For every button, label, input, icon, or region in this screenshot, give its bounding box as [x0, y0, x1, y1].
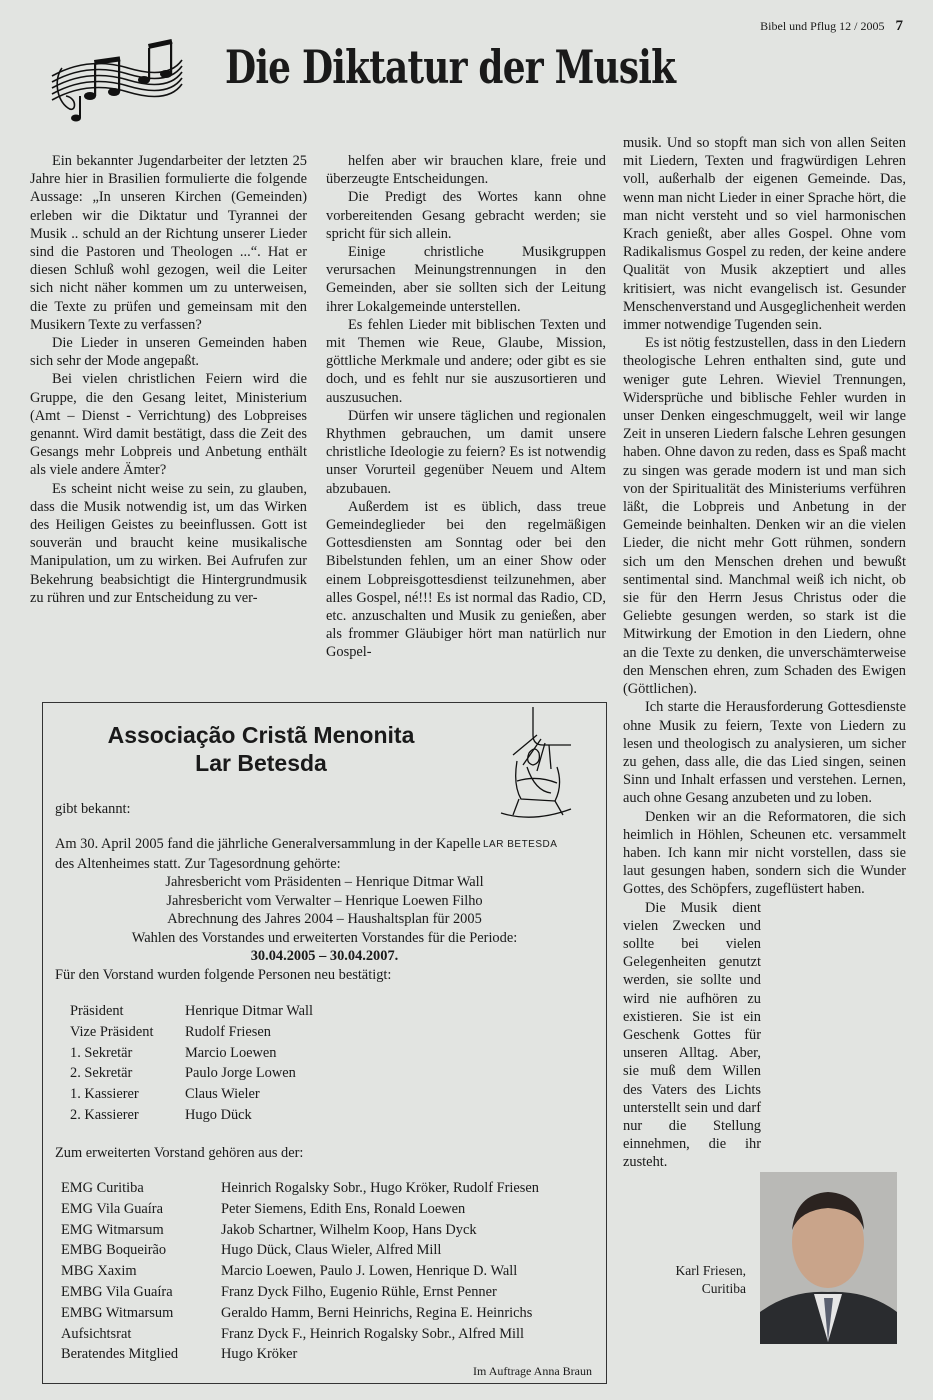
paragraph: Die Predigt des Wortes kann ohne vorbereitenden Gesang gebracht werden; sie spricht für sich allein. [326, 189, 606, 242]
paragraph: Außerdem ist es üblich, dass treue Gemeindeglieder bei den regelmäßigen Gottesdiensten am Sonntag oder bei den Bibelstunden fehlen, um an einer Show oder einem Lobpreisgottesdienst teilzunehmen, aber alles Gospel, né!!! Es ist normal das Radio, CD, etc. anzuschalten und Musik zu genießen, aber als frommer Gläubiger hört man natürlich nur Gospel- [326, 498, 606, 661]
officer-role: 1. Kassierer [70, 1086, 139, 1103]
author-city: Curitiba [701, 1281, 746, 1296]
member-names: Peter Siemens, Edith Ens, Ronald Loewen [221, 1200, 466, 1217]
member-row [61, 1240, 539, 1261]
paragraph: Die Musik dient vielen Zwecken und sollte bei vielen Gelegenheiten genutzt werden, sie sollte und wird nie aufhören zu existieren. Sie ist ein Geschenk Gottes für unseren Alltag. Aber, sie muß dem Willen des Vaters des Lichts unterstellt sein und darf nur die Stellung einnehmen, die ihr zusteht. [623, 899, 761, 1171]
member-row [61, 1199, 539, 1220]
member-row [61, 1324, 539, 1345]
officer-role: 2. Sekretär [70, 1065, 133, 1082]
officer-row [70, 1022, 313, 1043]
publication-info: Bibel und Pflug 12 / 2005 [760, 19, 885, 33]
officer-row [70, 1063, 313, 1084]
election-period: 30.04.2005 – 30.04.2007. [250, 948, 399, 964]
member-names: Franz Dyck F., Heinrich Rogalsky Sobr., Alfred Mill [221, 1325, 525, 1342]
notice-box [42, 702, 607, 1384]
officer-row [70, 1105, 313, 1126]
paragraph: helfen aber wir brauchen klare, freie und überzeugte Entscheidungen. [326, 153, 606, 188]
officer-role: Vize Präsident [70, 1023, 154, 1040]
paragraph: Bei vielen christlichen Feiern wird die Gruppe, die den Gesang leitet, Ministerium (Amt – Dienst - Verrichtung) des Lobpreises genannt. Wird damit bestätigt, dass die Zeit des Gesangs mehr Lobpreis und Anbetung enthält als viele andere Ämter? [30, 371, 307, 479]
paragraph: Es scheint nicht weise zu sein, zu glauben, dass die Musik notwendig ist, um das Wirken des Heiligen Geistes zu beeinflussen. Gott ist souverän und braucht keine musikalische Manipulation, um zu wirken. Bei Aufrufen zur Bekehrung beabsichtigt die Hintergrundmusik zu rühren und zur Entscheidung zu ver- [30, 480, 307, 606]
member-names: Franz Dyck Filho, Eugenio Rühle, Ernst Penner [221, 1283, 497, 1300]
announce-text: gibt bekannt: [55, 801, 131, 817]
credit-line: Im Auftrage Anna Braun [473, 1364, 592, 1378]
column-left [30, 152, 307, 607]
officer-row [70, 1084, 313, 1105]
member-row [61, 1344, 539, 1365]
member-names: Jakob Schartner, Wilhelm Koop, Hans Dyck [221, 1221, 477, 1238]
page-header [760, 18, 903, 35]
author-name: Karl Friesen, [675, 1263, 746, 1278]
officer-role: 2. Kassierer [70, 1106, 139, 1123]
paragraph: Es ist nötig festzustellen, dass in den Liedern theologische Lehren enthalten sind, gute und weniger gute Lehren. Wieviel Trennungen, Widersprüche und biblische Fehler wurden in unser Denken eingeschmuggelt, weil wir lange Zeit in unseren Liedern falsche Lehren gesungen haben. Ohne davon zu reden, dass es Spaß macht zu singen was gerade modern ist und man sich von der Spiritualität des Ministeriums verführen läßt, die Lobpreis und Anbetung in der Gemeinde beinhalten. Denken wir an die vielen Lieder, die nicht mehr Gott rühmen, sondern sich um den Menschen drehen und bewußt sentimental sind. Manchmal weiß ich nicht, ob sie für den Herrn Jesus Christus oder die Geliebte gesungen werden, so stark ist die Mitwirkung der Emotion in den Liedern, ohne an die Texte zu denken, die unverschämterweise den Menschen ehren, zum Schaden des Ewigen (Göttlichen). [623, 335, 906, 698]
agenda-item: Abrechnung des Jahres 2004 – Haushaltsplan für 2005 [167, 911, 482, 927]
rocking-chair-logo-icon [473, 705, 573, 823]
members-table [61, 1178, 539, 1365]
agenda-item: Jahresbericht vom Verwalter – Henrique Loewen Filho [166, 892, 483, 909]
member-row [61, 1282, 539, 1303]
page-number: 7 [895, 18, 903, 34]
extended-board-intro: Zum erweiterten Vorstand gehören aus der: [55, 1145, 304, 1161]
member-org: EMG Witmarsum [61, 1221, 164, 1238]
member-row [61, 1261, 539, 1282]
member-row [61, 1178, 539, 1199]
member-org: EMBG Vila Guaíra [61, 1283, 173, 1300]
author-photo [760, 1172, 897, 1344]
notice-title [91, 721, 431, 777]
paragraph: Ein bekannter Jugendarbeiter der letzten 25 Jahre hier in Brasilien formulierte die folgende Aussage: „In unseren Kirchen (Gemeinden) erleben wir die Diktatur und Tyrannei der Musik .. schuld an der Richtung unserer Lieder sind die Pastoren und Theologen ...“. Hat er diesen Schluß wohl gezogen, weil die Leiter sich nicht näher kommen um zu unterweisen, die Texte zu prüfen und gemeinsam mit den Musikern Texte zu verfassen? [30, 153, 307, 333]
member-row [61, 1303, 539, 1324]
officer-name: Henrique Ditmar Wall [185, 1003, 314, 1019]
member-org: MBG Xaxim [61, 1263, 137, 1280]
member-org: Aufsichtsrat [61, 1325, 132, 1342]
paragraph: musik. Und so stopft man sich von allen Seiten mit Liedern, Texten und fragwürdigen Lehren voll, außerhalb der eigenen Gemeinde. Das, wenn man nicht Lieder in einer Sprache hört, die man nicht versteht und so viel harmonischen Krach genießt, aber alles Gospel. Ohne vom Radikalismus Gospel zu reden, der keine andere Qualität von Musik akzeptiert und alles kritisiert, was nicht evangelisch ist. Gesunder Menschenverstand und Ausgeglichenheit werden immer notwendige Tugenden sein. [623, 135, 906, 334]
agenda-item: Wahlen des Vorstandes und erweiterten Vorstandes für die Periode: [131, 929, 518, 946]
member-org: EMG Vila Guaíra [61, 1200, 163, 1217]
officer-row [70, 1043, 313, 1064]
notice-title-line1: Associação Cristã Menonita [107, 722, 415, 748]
agenda-list [43, 873, 606, 966]
member-row [61, 1220, 539, 1241]
member-org: Beratendes Mitglied [61, 1346, 179, 1363]
author-caption [660, 1262, 746, 1298]
officers-table [70, 1001, 313, 1126]
paragraph: Einige christliche Musikgruppen verursachen Meinungstrennungen in den Gemeinden, aber sie sollten sich der Leitung ihrer Lokalgemeinde unterstellen. [326, 244, 606, 315]
music-notes-icon [48, 38, 186, 124]
member-org: EMBG Witmarsum [61, 1304, 174, 1321]
member-org: EMG Curitiba [61, 1180, 144, 1196]
paragraph: Denken wir an die Reformatoren, die sich heimlich in Höhlen, Scheunen etc. versammelt haben. Ich kann mir nicht vorstellen, dass sie laut gesungen haben, sondern sich die Wunder Gottes, des Schöpfers, zugeflüstert haben. [623, 808, 906, 898]
paragraph: Es fehlen Lieder mit biblischen Texten und mit Themen wie Reue, Glaube, Mission, göttliche Merkmale und andere; oder gibt es sie doch, und es fehlt nur sie auszusortieren und auszusuchen. [326, 316, 606, 406]
member-names: Heinrich Rogalsky Sobr., Hugo Kröker, Rudolf Friesen [221, 1180, 539, 1196]
agenda-item: Jahresbericht vom Präsidenten – Henrique Ditmar Wall [165, 874, 484, 890]
member-names: Geraldo Hamm, Berni Heinrichs, Regina E. Heinrichs [221, 1304, 533, 1321]
officer-name: Paulo Jorge Lowen [185, 1065, 296, 1082]
officer-name: Rudolf Friesen [185, 1023, 271, 1040]
board-intro: Für den Vorstand wurden folgende Personen neu bestätigt: [55, 967, 392, 983]
intro-text: Am 30. April 2005 fand die jährliche Generalversammlung in der Kapelle des Altenheimes statt. Zur Tagesordnung gehörte: [55, 836, 481, 872]
officer-role: 1. Sekretär [70, 1044, 133, 1061]
officer-row [70, 1001, 313, 1022]
member-names: Hugo Dück, Claus Wieler, Alfred Mill [221, 1242, 442, 1259]
officer-name: Marcio Loewen [185, 1044, 277, 1061]
officer-name: Hugo Dück [185, 1106, 252, 1123]
article-title: Die Diktatur der Musik [225, 40, 676, 94]
member-names: Hugo Kröker [221, 1346, 298, 1363]
column-middle [326, 152, 606, 662]
officer-name: Claus Wieler [185, 1086, 260, 1103]
paragraph: Die Lieder in unseren Gemeinden haben sich sehr der Mode angepaßt. [30, 335, 307, 370]
logo-caption: LAR BETESDA [483, 839, 558, 850]
paragraph: Ich starte die Herausforderung Gottesdienste ohne Musik zu feiern, Texte von Liedern zu lesen und theologisch zu analysieren, um sicher zu gehen, dass alle, die das Lied singen, seinen Sinn und Inhalt erfassen und verstehen. Lernen, auch ohne Gesang anzubeten und zu loben. [623, 699, 906, 807]
column-right [623, 134, 906, 1172]
officer-role: Präsident [70, 1003, 124, 1019]
paragraph: Dürfen wir unsere täglichen und regionalen Rhythmen gebrauchen, um damit unsere christliche Ideologie zu feiern? Es ist notwendig unser Vorurteil gegenüber Neuem und Altem abzubauen. [326, 407, 606, 497]
member-names: Marcio Loewen, Paulo J. Lowen, Henrique D. Wall [221, 1263, 518, 1280]
notice-title-line2: Lar Betesda [195, 750, 327, 776]
member-org: EMBG Boqueirão [61, 1242, 167, 1259]
